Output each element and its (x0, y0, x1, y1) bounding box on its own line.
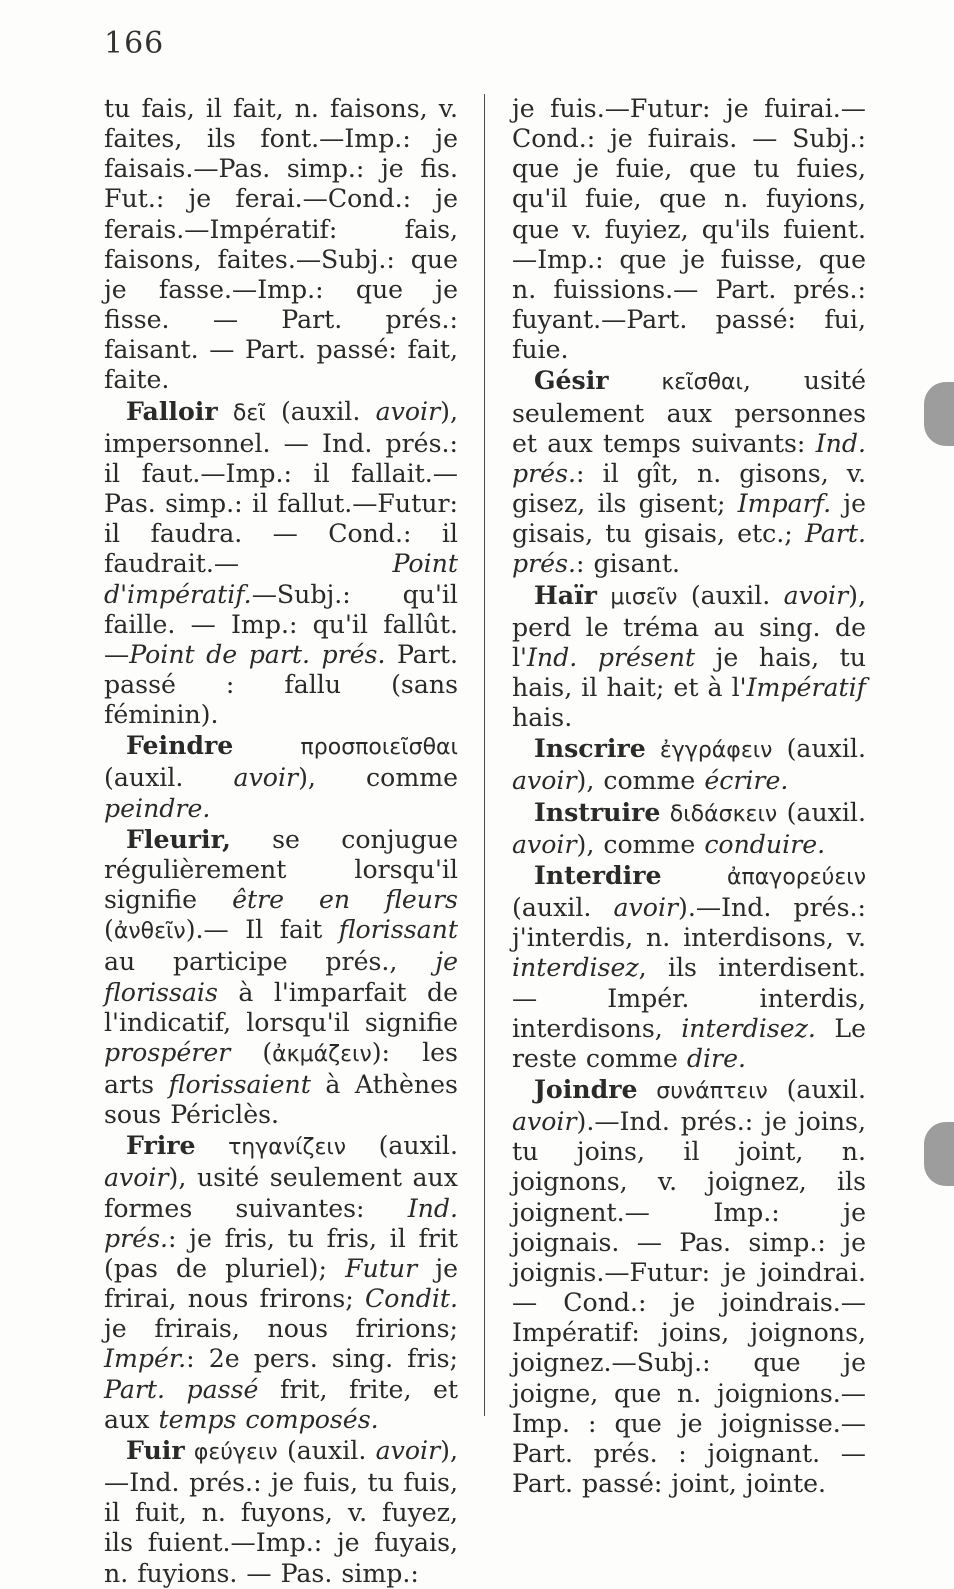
italic-text: Ind. prés. (512, 428, 866, 488)
entry-text: ( (230, 1037, 273, 1067)
italic-text: Impératif (746, 672, 866, 702)
entry-headword: Falloir (126, 395, 218, 426)
italic-text: avoir (233, 763, 299, 793)
entry-text (662, 861, 728, 890)
entry-text: je hais, tu hais, il hait; et à l' (512, 642, 866, 702)
entry-text: : 2e pers. sing. fris; (186, 1344, 458, 1374)
entry-text: (auxil. (677, 580, 784, 610)
italic-text: avoir (512, 829, 577, 859)
greek-gloss: φεύγειν (193, 1439, 278, 1465)
entry-text: je fuis.—Futur: je fuirai.— Cond.: je fuirais. — Subj.: que je fuie, que tu fuies, qu'il fuie, que n. fuyions, que v. fuyiez, qu'ils fuient. —Imp.: que je fuisse, que n. fuissions.— Part. prés.: fuyant.—Part. passé: fui, fuie. (512, 94, 866, 365)
entry-text: hais. (512, 703, 573, 733)
dictionary-entry (512, 860, 866, 1074)
italic-text: interdisez (512, 953, 639, 983)
dictionary-entry (512, 797, 866, 860)
entry-text: ), comme (298, 763, 458, 793)
entry-text: ).—Ind. prés.: j'interdis, n. interdisons, v. (512, 893, 866, 953)
italic-text: temps composés. (158, 1404, 379, 1434)
entry-text (660, 798, 669, 827)
entry-text: je frirai, nous frirons; (104, 1253, 458, 1314)
dictionary-entry (512, 94, 866, 365)
entry-text: ).—Ind. prés.: je joins, tu joins, il joint, n. joignons, v. joignez, ils joignent.— Imp.: je joignais. — Pas. simp.: je joignis.—Futur: je joindrai.— Cond.: je joindrais.—Impératif: joins, joignons, joignez.—Subj.: que je joigne, que n. joignions.— Imp. : que je joignisse.— Part. prés. : joignant. — Part. passé: joint, jointe. (512, 1107, 866, 1499)
italic-text: interdisez. (681, 1013, 816, 1043)
entry-text (185, 1436, 194, 1465)
entry-headword: Instruire (534, 796, 661, 827)
entry-headword: Inscrire (534, 733, 646, 764)
entry-text: tu fais, il fait, n. faisons, v. faites, ils font.—Imp.: je faisais.—Pas. simp.: je fis. Fut.: je ferai.—Cond.: je ferais.—Impératif: fais, faisons, faites.—Subj.: que je fasse.—Imp.: que je fisse. — Part. prés.: faisant. — Part. passé: fait, faite. (104, 94, 458, 395)
entry-headword: Haïr (534, 579, 597, 610)
greek-gloss: ἀπαγορεύειν (727, 864, 866, 890)
italic-text: avoir (104, 1163, 169, 1193)
entry-headword: Frire (126, 1130, 196, 1161)
entry-text (218, 397, 233, 426)
italic-text: avoir (512, 1107, 577, 1137)
italic-text: avoir (375, 1435, 441, 1465)
entry-text: je gisais, tu gisais, etc.; (512, 489, 866, 549)
entry-text (196, 1131, 228, 1160)
italic-text: prospérer (104, 1037, 231, 1067)
italic-text: être en fleurs (232, 885, 458, 915)
italic-text: Futur (345, 1253, 418, 1283)
greek-gloss: ἐγγράφειν (659, 738, 773, 764)
italic-text: peindre. (104, 793, 211, 823)
italic-text: Point de part. prés. (129, 639, 386, 669)
italic-text: Ind. présent (526, 642, 696, 672)
greek-gloss: δεῖ (232, 400, 266, 426)
entry-text: (auxil. (346, 1131, 458, 1161)
italic-text: florissaient (168, 1070, 311, 1099)
greek-gloss: συνάπτειν (656, 1079, 768, 1104)
scan-edge-mark (924, 382, 954, 446)
italic-text: Condit. (365, 1284, 458, 1314)
right-column (512, 94, 866, 1499)
entry-text: à Athènes sous Périclès. (104, 1070, 458, 1130)
entry-text: (auxil. (772, 734, 866, 764)
entry-text (597, 581, 610, 610)
entry-text (609, 366, 662, 395)
entry-text: (auxil. (777, 797, 866, 827)
entry-text: (auxil. (512, 893, 614, 923)
entry-text: ( (104, 915, 114, 945)
italic-text: Part. prés. (512, 519, 866, 579)
dictionary-entry (104, 824, 458, 1131)
entry-text: , usité seulement aux personnes et aux temps suivants: (512, 366, 866, 458)
entry-text: Part. passé : fallu (sans féminin). (104, 639, 458, 730)
entry-text: —Subj.: qu'il faille. — Imp.: qu'il fallût.— (104, 579, 458, 669)
entry-headword: Interdire (534, 859, 662, 890)
dictionary-entry (512, 365, 866, 579)
entry-text: (auxil. (767, 1075, 866, 1104)
entry-headword: Gésir (534, 365, 609, 396)
entry-text: je frirais, nous fririons; (104, 1314, 458, 1344)
entry-text: (auxil. (277, 1435, 376, 1465)
dictionary-entry (104, 1130, 458, 1435)
entry-text: ), perd le tréma au sing. de l' (512, 580, 866, 672)
italic-text: dire. (686, 1043, 746, 1073)
entry-text: ), comme (576, 829, 705, 859)
dictionary-entry (104, 94, 458, 396)
entry-text: ): les arts (104, 1037, 458, 1099)
page-number: 166 (104, 26, 165, 61)
italic-text: conduire. (704, 829, 826, 859)
italic-text: avoir (512, 766, 577, 796)
entry-headword: Feindre (126, 730, 234, 761)
entry-text: , ils interdisent.— Impér. interdis, interdisons, (512, 953, 866, 1043)
entry-text: (auxil. (104, 763, 234, 793)
italic-text: Point d'impératif. (104, 549, 458, 609)
italic-text: Imparf. (737, 489, 832, 519)
italic-text: florissant (338, 915, 458, 945)
greek-gloss: διδάσκειν (669, 801, 778, 827)
dictionary-entry (104, 730, 458, 823)
entry-text: : gisant. (576, 549, 680, 579)
scan-edge-mark-lower (924, 1122, 954, 1186)
dictionary-entry (104, 396, 458, 731)
italic-text: écrire. (704, 766, 789, 796)
greek-gloss: προσποιεῖσθαι (300, 735, 458, 761)
dictionary-entry (512, 733, 866, 796)
italic-text: je florissais (104, 947, 458, 1007)
italic-text: avoir (375, 396, 441, 426)
italic-text: Part. passé (104, 1374, 259, 1404)
entry-text: frit, frite, et aux (104, 1374, 459, 1434)
entry-text (233, 731, 300, 760)
italic-text: Ind. prés. (104, 1193, 458, 1253)
entry-text: ), —Ind. prés.: je fuis, tu fuis, il fuit, n. fuyons, v. fuyez, ils fuient.—Imp.: je fuyais, n. fuyions. — Pas. simp.: (104, 1435, 458, 1588)
dictionary-entry (512, 580, 866, 734)
greek-gloss: τηγανίζειν (228, 1135, 347, 1161)
entry-text (638, 1075, 657, 1104)
entry-text: à l'imparfait de l'indicatif, lorsqu'il signifie (104, 977, 458, 1037)
greek-gloss: μισεῖν (610, 584, 678, 610)
column-divider (484, 94, 485, 1416)
entry-text: (auxil. (265, 396, 376, 426)
entry-text (646, 734, 660, 763)
dictionary-entry (512, 1074, 866, 1499)
entry-headword: Joindre (534, 1074, 638, 1104)
entry-text: ), impersonnel. — Ind. prés.: il faut.—Imp.: il fallait.—Pas. simp.: il fallut.—Futur: il faudra. — Cond.: il faudrait.— (104, 396, 458, 579)
entry-headword: Fleurir, (126, 823, 231, 854)
italic-text: avoir (613, 893, 679, 923)
entry-text: ), usité seulement aux formes suivantes: (104, 1163, 458, 1223)
entry-headword: Fuir (126, 1434, 185, 1465)
greek-gloss: ἀνθεῖν (113, 919, 186, 945)
entry-text: : il gît, n. gisons, v. gisez, ils gisent; (512, 458, 866, 519)
italic-text: avoir (783, 580, 849, 610)
dictionary-entry (104, 1435, 458, 1589)
entry-text: ).— Il fait (185, 915, 339, 945)
greek-gloss: κεῖσθαι (661, 370, 743, 396)
greek-gloss: ἀκμάζειν (272, 1041, 372, 1067)
entry-text: Le reste comme (512, 1013, 866, 1073)
entry-text: ), comme (576, 766, 705, 796)
italic-text: Impér. (104, 1344, 187, 1374)
left-column (104, 94, 458, 1589)
entry-text: : je fris, tu fris, il frit (pas de pluriel); (104, 1223, 458, 1283)
entry-text: au participe prés., (104, 947, 436, 977)
entry-text: se conjugue régulièrement lorsqu'il signifie (104, 824, 458, 915)
